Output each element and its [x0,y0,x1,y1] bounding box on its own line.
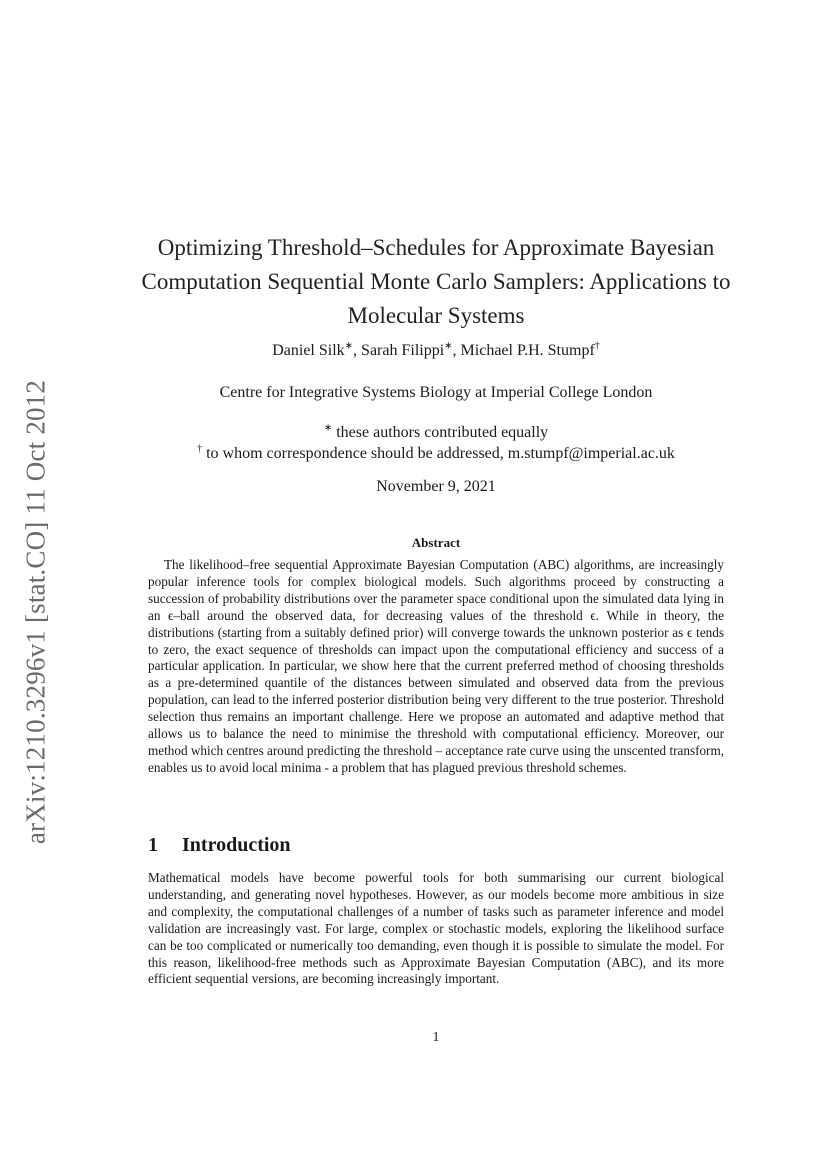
author-name: Daniel Silk [272,342,345,359]
note-mark: ∗ [323,422,333,434]
section-heading [148,832,291,858]
title-line: Computation Sequential Monte Carlo Samplers: Applications to [141,269,731,294]
paper-date: November 9, 2021 [376,478,496,495]
introduction-text: Mathematical models have become powerful tools for both summarising our current biological understanding, and generating novel hypotheses. However, as our models become more ambitious in size and complexity, the computational challenges of a number of tasks such as parameter inference and model validation are increasingly vast. For large, complex or stochastic models, exploring the likelihood surface can be too complicated or numerically too demanding, even though it is possible to simulate the model. For this reason, likelihood-free methods such as Approximate Bayesian Computation (ABC), and its more efficient sequential versions, are becoming increasingly important. [148,870,724,987]
author-mark: ∗ [344,340,354,352]
arxiv-identifier: arXiv:1210.3296v1 [stat.CO] 11 Oct 2012 [20,379,51,845]
affiliation: Centre for Integrative Systems Biology at Imperial College London [219,384,653,401]
page-number: 1 [432,1030,440,1045]
section-number: 1 [148,834,158,856]
author-mark: ∗ [444,340,453,352]
author-list: Daniel Silk∗, Sarah Filippi∗, Michael P.H. Stumpf† [272,340,600,359]
abstract-heading: Abstract [411,535,461,550]
author-notes [110,422,762,464]
note-text: these authors contributed equally [336,424,549,441]
author-mark: † [594,340,600,352]
title-line: Optimizing Threshold–Schedules for Approximate Bayesian [157,235,715,260]
paper-title [110,231,762,333]
abstract-text: The likelihood–free sequential Approximate Bayesian Computation (ABC) algorithms, are increasingly popular inference tools for complex biological models. Such algorithms proceed by constructing a succession of probability distributions over the parameter space conditional upon the simulated data lying in an ϵ–ball around the observed data, for decreasing values of the threshold ϵ. While in theory, the distributions (starting from a suitably defined prior) will converge towards the unknown posterior as ϵ tends to zero, the exact sequence of thresholds can impact upon the computational efficiency and success of a particular application. In particular, we show here that the current preferred method of choosing thresholds as a pre-determined quantile of the distances between simulated and observed data from the previous population, can lead to the inferred posterior distribution being very different to the true posterior. Threshold selection thus remains an important challenge. Here we propose an automated and adaptive method that allows us to balance the need to minimise the threshold with computational efficiency. Moreover, our method which centres around predicting the threshold – acceptance rate curve using the unscented transform, enables us to avoid local minima - a problem that has plagued previous threshold schemes. [148,557,725,775]
title-line: Molecular Systems [347,303,525,328]
note-text: to whom correspondence should be addressed, m.stumpf@imperial.ac.uk [206,445,675,462]
note-correspondence [110,443,762,464]
author-name: Michael P.H. Stumpf [460,342,595,359]
author-name: Sarah Filippi [361,342,445,359]
section-title: Introduction [182,834,291,856]
note-mark: † [197,443,203,455]
note-equal-contribution [110,422,762,443]
